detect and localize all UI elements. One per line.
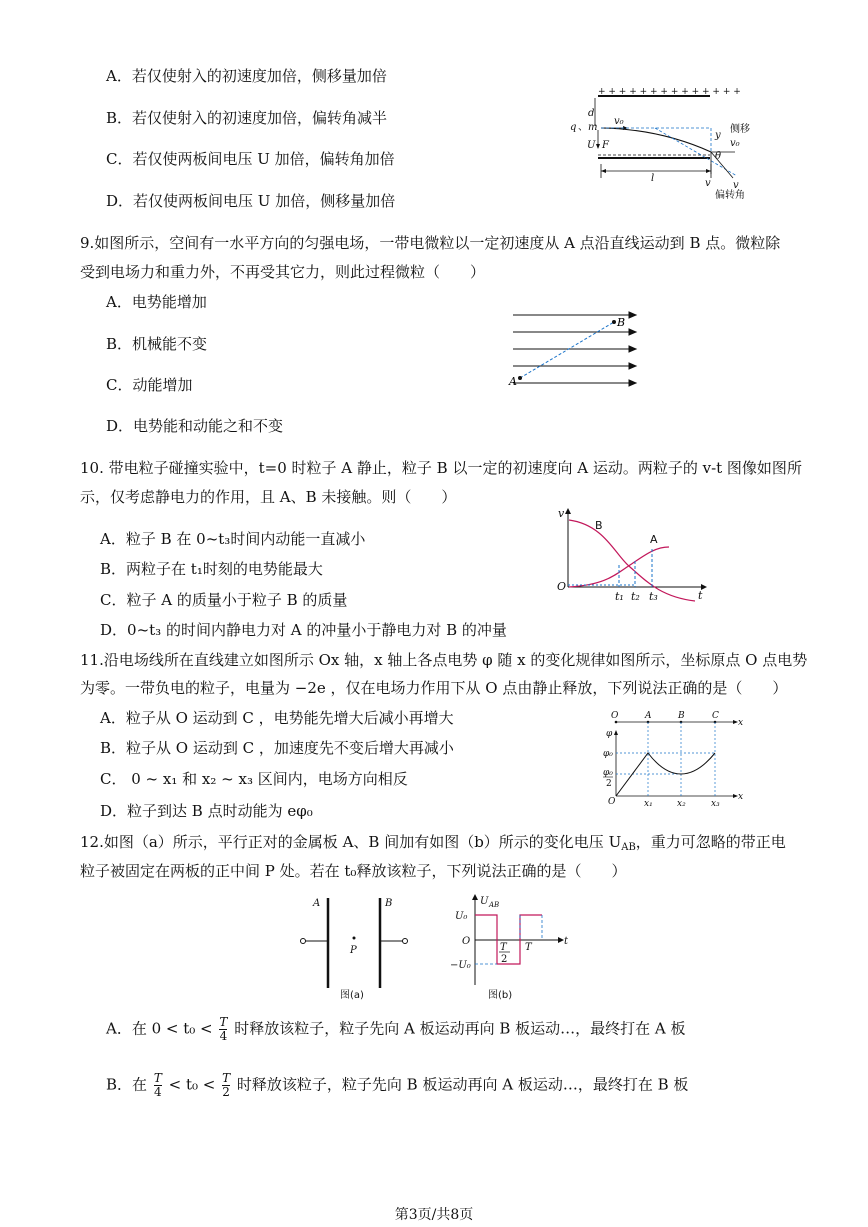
q12-axis-t: t xyxy=(564,936,569,947)
q11-potential-graph xyxy=(598,708,748,810)
q11-tick-phi0: φ₀ xyxy=(603,749,613,759)
q12-plate-a: A xyxy=(313,898,321,909)
q12-caption-b: 图(b) xyxy=(488,990,513,1001)
page-footer: 第3页/共8页 xyxy=(394,1207,474,1223)
q8-label-l: l xyxy=(651,173,655,184)
q11-point-o: O xyxy=(611,711,619,721)
q8-label-theta: θ xyxy=(715,151,722,162)
q12-stem-text: 12.如图（a）所示，平行正对的金属板 A、B 间加有如图（b）所示的变化电压 U xyxy=(80,833,622,851)
q8-option-a: A．若仅使射入的初速度加倍，侧移量加倍 xyxy=(106,67,387,85)
q10-axis-t: t xyxy=(698,589,703,602)
q12-option-a xyxy=(106,1016,686,1043)
q8-option-d: D．若仅使两板间电压 U 加倍，侧移量加倍 xyxy=(106,192,396,210)
q12-plates-diagram xyxy=(295,893,425,1003)
q9-option-a: A．电势能增加 xyxy=(106,293,207,311)
trajectory-curve xyxy=(601,128,711,152)
q12-fraction2-num: T xyxy=(222,1071,231,1085)
q8-option-c: C．若仅使两板间电压 U 加倍，偏转角加倍 xyxy=(106,150,395,168)
q12-stem-sub: AB xyxy=(621,842,636,853)
q9-stem-line2: 受到电场力和重力外，不再受其它力，则此过程微粒（ ） xyxy=(80,263,486,281)
svg-text:、: 、 xyxy=(578,122,588,133)
q11-stem-line1: 11.沿电场线所在直线建立如图所示 Ox 轴，x 轴上各点电势 φ 随 x 的变化规律如图所示，坐标原点 O 点电势 xyxy=(80,651,808,669)
q11-origin: O xyxy=(608,797,616,807)
q12-tick-t: T xyxy=(525,942,532,953)
q12-fraction1-den: 4 xyxy=(154,1085,162,1099)
q12-option-b-fraction1 xyxy=(154,1072,162,1099)
q8-label-angle: 偏转角 xyxy=(715,190,745,201)
q10-origin: O xyxy=(557,580,567,593)
q10-tick-t1: t₁ xyxy=(615,590,624,603)
q10-tick-t3: t₃ xyxy=(649,590,658,603)
q12-axis-uab-sub: AB xyxy=(489,901,500,909)
q9-option-b: B．机械能不变 xyxy=(106,335,208,353)
q11-option-b: B．粒子从 O 运动到 C ，加速度先不变后增大再减小 xyxy=(100,739,454,757)
q10-tick-t2: t₂ xyxy=(631,590,640,603)
q12-axis-uab: U xyxy=(480,896,489,907)
q8-label-F: F xyxy=(602,140,609,151)
q11-tick-phi0half: φ₀ xyxy=(603,768,613,778)
q12-tick-neg-u0: −U₀ xyxy=(450,960,471,971)
q11-option-c: C． 0 ~ x₁ 和 x₂ ~ x₃ 区间内，电场方向相反 xyxy=(100,770,408,788)
q11-option-d: D．粒子到达 B 点时动能为 eφ₀ xyxy=(100,802,313,820)
q10-label-a: A xyxy=(650,533,658,546)
q12-tick-u0: U₀ xyxy=(455,911,468,922)
q12-option-b-pre: B．在 xyxy=(106,1075,148,1094)
q12-option-b xyxy=(106,1072,688,1099)
q11-tick-two: 2 xyxy=(606,779,612,789)
q9-point-a: A xyxy=(509,375,517,388)
q8-deflection-diagram xyxy=(565,86,790,206)
q11-point-c: C xyxy=(712,711,719,721)
q12-fraction-den: 4 xyxy=(219,1029,228,1043)
q12-fraction-num: T xyxy=(219,1015,228,1029)
q12-stem-line1 xyxy=(80,832,786,858)
q12-stem-end: ，重力可忽略的带正电 xyxy=(635,833,786,851)
q9-point-b: B xyxy=(617,316,626,329)
q10-axis-v: v xyxy=(558,507,565,520)
q8-label-side: 侧移 xyxy=(730,124,750,135)
q12-option-b-mid: < t₀ < xyxy=(168,1075,216,1094)
q11-phi-curve xyxy=(616,753,715,796)
q8-label-vy: v xyxy=(705,178,711,189)
q12-option-b-fraction2 xyxy=(222,1072,230,1099)
q10-option-d: D．0~t₃ 的时间内静电力对 A 的冲量小于静电力对 B 的冲量 xyxy=(100,621,507,639)
q12-caption-a: 图(a) xyxy=(340,990,364,1001)
q10-label-b: B xyxy=(595,519,603,532)
q10-curve-b xyxy=(569,520,695,601)
q12-option-a-post: 时释放该粒子，粒子先向 A 板运动再向 B 板运动…，最终打在 A 板 xyxy=(234,1019,686,1038)
q11-tick-x2: x₂ xyxy=(677,799,686,809)
q12-stem-line2: 粒子被固定在两板的正中间 P 处。若在 t₀释放该粒子，下列说法正确的是（ ） xyxy=(80,862,627,880)
q11-top-axis-x: x xyxy=(738,718,744,728)
q12-point-p: P xyxy=(350,945,357,956)
q9-option-d: D．电势能和动能之和不变 xyxy=(106,417,284,435)
q12-fraction1-num: T xyxy=(153,1071,162,1085)
q11-axis-phi: φ xyxy=(606,729,613,739)
q10-option-c: C．粒子 A 的质量小于粒子 B 的质量 xyxy=(100,591,348,609)
q8-label-v0: v₀ xyxy=(614,116,624,127)
q8-label-y: y xyxy=(715,130,721,141)
q12-tick-two: 2 xyxy=(501,954,508,965)
q11-axis-x: x xyxy=(738,792,744,802)
q8-label-q: q xyxy=(570,122,577,133)
q12-voltage-graph xyxy=(450,890,580,1003)
q12-option-b-post: 时释放该粒子，粒子先向 B 板运动再向 A 板运动…，最终打在 B 板 xyxy=(236,1075,689,1094)
q12-fraction2-den: 2 xyxy=(222,1085,230,1099)
q8-label-d: d xyxy=(588,108,595,119)
q10-option-b: B．两粒子在 t₁时刻的电势能最大 xyxy=(100,560,323,578)
q12-option-a-pre: A．在 0 < t₀ < xyxy=(106,1019,213,1038)
q10-vt-graph xyxy=(555,505,715,603)
q9-field-diagram xyxy=(505,305,645,390)
q10-option-a: A．粒子 B 在 0~t₃时间内动能一直减小 xyxy=(100,530,366,548)
q9-stem-line1: 9.如图所示，空间有一水平方向的匀强电场，一带电微粒以一定初速度从 A 点沿直线运动到 B 点。微粒除 xyxy=(80,234,781,252)
q8-label-U: U xyxy=(587,140,596,151)
q11-point-a: A xyxy=(645,711,652,721)
q12-origin: O xyxy=(462,936,471,947)
svg-text:+ + + + + + + + + + + + + +: + + + + + + + + + + + + + + xyxy=(598,87,741,97)
q8-label-m: m xyxy=(588,122,598,133)
q8-option-b: B．若仅使射入的初速度加倍，偏转角减半 xyxy=(106,109,388,127)
q9-option-c: C．动能增加 xyxy=(106,376,193,394)
q12-plate-b: B xyxy=(385,898,393,909)
q11-stem-line2: 为零。一带负电的粒子，电量为 −2e ，仅在电场力作用下从 O 点由静止释放，下列说法正确的是（ ） xyxy=(80,679,788,697)
q8-label-v: v xyxy=(733,180,739,191)
q11-point-b: B xyxy=(678,711,685,721)
q10-stem-line1: 10. 带电粒子碰撞实验中，t=0 时粒子 A 静止，粒子 B 以一定的初速度向 A 运动。两粒子的 v-t 图像如图所 xyxy=(80,459,802,477)
q11-option-a: A．粒子从 O 运动到 C ，电势能先增大后减小再增大 xyxy=(100,709,454,727)
q8-label-vx: v₀ xyxy=(730,138,740,149)
q10-stem-line2: 示，仅考虑静电力的作用，且 A、B 未接触。则（ ） xyxy=(80,488,457,506)
q12-option-a-fraction xyxy=(219,1016,227,1043)
q12-tick-t-half: T xyxy=(500,942,507,953)
q11-tick-x3: x₃ xyxy=(711,799,720,809)
q11-tick-x1: x₁ xyxy=(644,799,653,809)
